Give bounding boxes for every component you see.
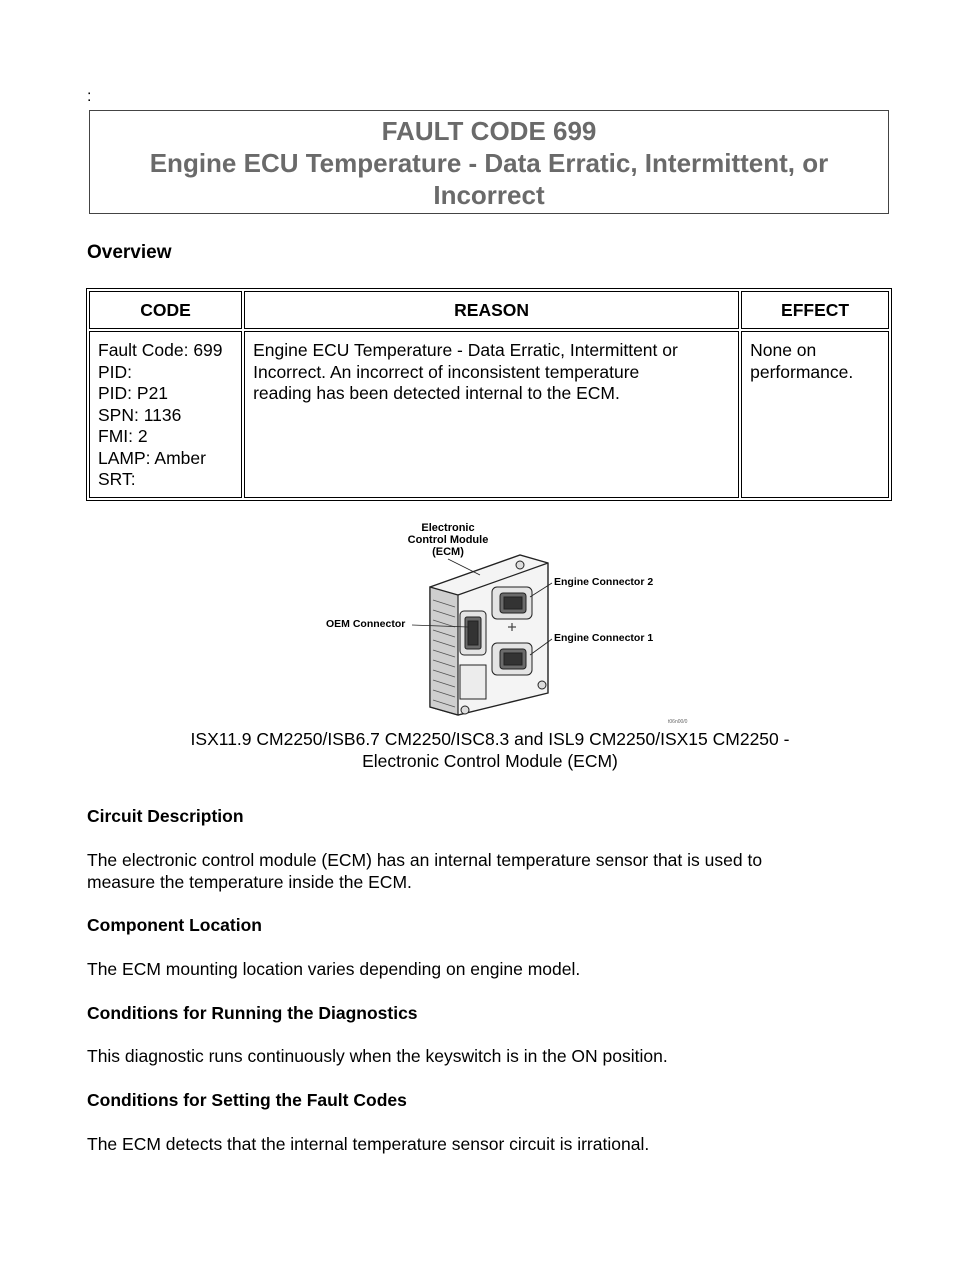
component-location-text	[87, 959, 877, 981]
text-line: The ECM detects that the internal temperature sensor circuit is irrational.	[87, 1134, 650, 1154]
caption-line: ISX11.9 CM2250/ISB6.7 CM2250/ISC8.3 and ISL9 CM2250/ISX15 CM2250 -	[190, 729, 790, 749]
circuit-description-heading: Circuit Description	[87, 806, 244, 826]
header-code: CODE	[89, 291, 242, 329]
ecm-lower-module	[460, 665, 486, 699]
circuit-description-text	[87, 850, 877, 893]
engine-connector-2	[492, 587, 532, 619]
effect-cell	[741, 331, 889, 498]
reason-cell	[244, 331, 739, 498]
engine-connector-1-label: Engine Connector 1	[554, 632, 654, 644]
fault-code-title: FAULT CODE 699	[381, 116, 597, 146]
ecm-figure	[320, 515, 700, 727]
text-line: This diagnostic runs continuously when the keyswitch is in the ON position.	[87, 1046, 668, 1066]
fault-description-line1: Engine ECU Temperature - Data Erratic, Intermittent, or	[149, 148, 829, 178]
table-row	[89, 331, 889, 498]
text-line: measure the temperature inside the ECM.	[87, 871, 412, 892]
figure-reference: t06n00/0	[668, 719, 688, 725]
code-line: PID: P21	[98, 383, 169, 403]
effect-line: None on	[750, 340, 817, 360]
oem-connector-label: OEM Connector	[326, 618, 406, 630]
setting-fault-codes-text	[87, 1134, 877, 1156]
code-line: PID:	[98, 361, 133, 382]
fault-title-box	[89, 110, 889, 214]
code-line: LAMP: Amber	[98, 447, 206, 468]
figure-caption	[90, 729, 890, 772]
running-diagnostics-text	[87, 1046, 877, 1068]
code-line: SRT:	[98, 469, 136, 489]
fault-description-line2: Incorrect	[433, 180, 545, 210]
engine-connector-2-label: Engine Connector 2	[554, 576, 654, 588]
text-line: The electronic control module (ECM) has an internal temperature sensor that is used to	[87, 850, 763, 870]
effect-line: performance.	[750, 361, 854, 382]
code-line: SPN: 1136	[98, 404, 182, 425]
fault-code-table	[86, 288, 892, 501]
figure-title-line: (ECM)	[432, 546, 464, 558]
component-location-heading: Component Location	[87, 915, 262, 935]
code-cell	[89, 331, 242, 498]
ecm-illustration	[320, 515, 700, 727]
header-colon: :	[87, 88, 92, 105]
overview-heading: Overview	[87, 242, 172, 263]
figure-title-line: Control Module	[407, 534, 489, 546]
reason-line: Engine ECU Temperature - Data Erratic, Intermittent or	[253, 340, 678, 360]
setting-fault-codes-heading: Conditions for Setting the Fault Codes	[87, 1090, 407, 1110]
reason-line: Incorrect. An incorrect of inconsistent temperature	[253, 361, 640, 382]
caption-line: Electronic Control Module (ECM)	[362, 750, 618, 771]
engine-connector-1	[492, 643, 532, 675]
table-header-row	[89, 291, 889, 329]
reason-line: reading has been detected internal to the ECM.	[253, 383, 620, 403]
header-reason: REASON	[244, 291, 739, 329]
code-line: Fault Code: 699	[98, 340, 223, 360]
running-diagnostics-heading: Conditions for Running the Diagnostics	[87, 1003, 418, 1023]
oem-connector	[460, 611, 486, 655]
text-line: The ECM mounting location varies depending on engine model.	[87, 959, 581, 979]
ecm-housing	[430, 555, 548, 715]
header-effect: EFFECT	[741, 291, 889, 329]
code-line: FMI: 2	[98, 426, 148, 446]
figure-title-line: Electronic	[421, 522, 475, 534]
